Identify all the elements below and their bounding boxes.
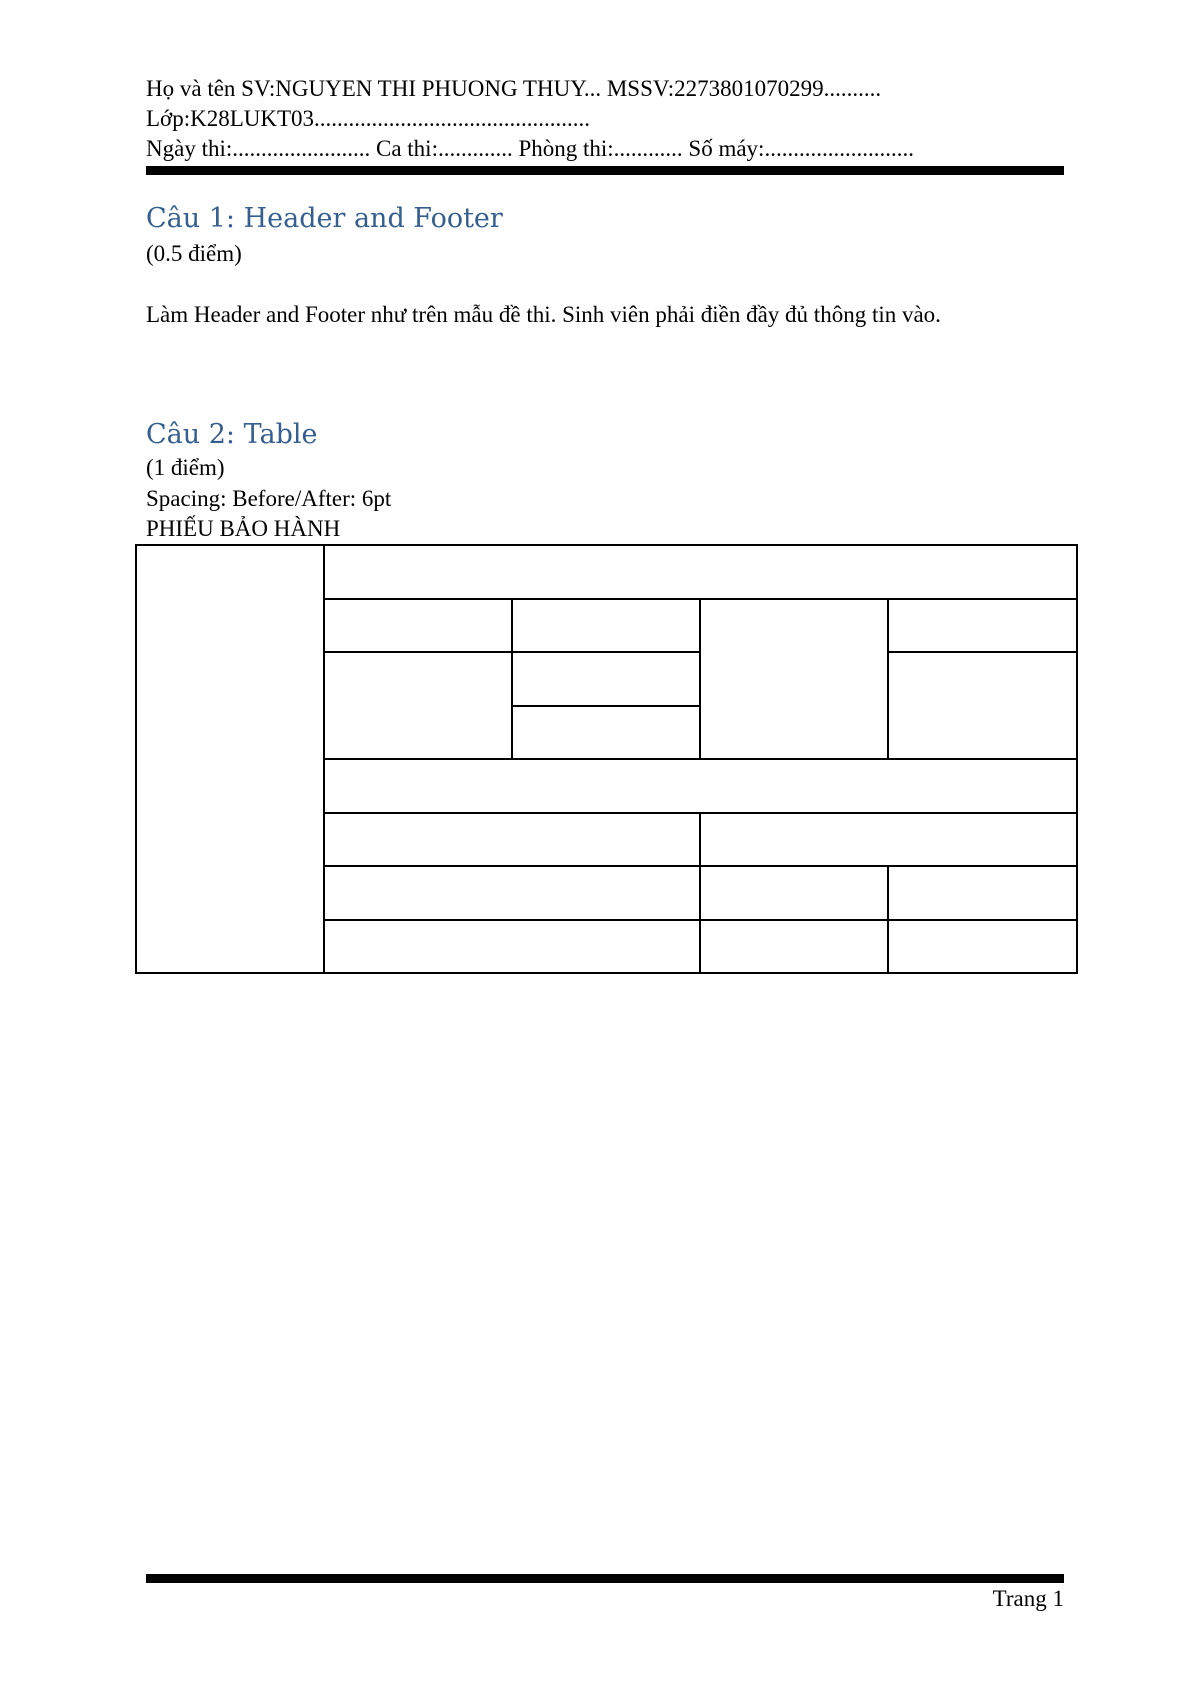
table-cell [888, 866, 1077, 920]
table-cell [324, 813, 700, 866]
question-1-points: (0.5 điểm) [146, 241, 242, 266]
footer-rule [146, 1574, 1064, 1583]
page-header [146, 74, 1064, 164]
header-class-line: Lớp:K28LUKT03................................................ [146, 106, 591, 131]
warranty-form-title: PHIẾU BẢO HÀNH [146, 516, 341, 541]
table-cell [700, 813, 1077, 866]
table-cell [700, 599, 888, 759]
table-cell [324, 599, 512, 652]
table-cell [512, 652, 700, 706]
question-1-description: Làm Header and Footer như trên mẫu đề thi. Sinh viên phải điền đầy đủ thông tin vào. [146, 302, 941, 327]
table-cell [512, 706, 700, 759]
table-cell [324, 545, 1077, 599]
header-exam-line: Ngày thi:........................ Ca thi:............. Phòng thi:............ Số máy:.......................... [146, 136, 914, 161]
table-cell [888, 599, 1077, 652]
table-cell [512, 599, 700, 652]
question-2-heading: Câu 2: Table [146, 419, 318, 450]
page-number: Trang 1 [992, 1586, 1064, 1611]
table-cell [888, 920, 1077, 973]
warranty-form-table [135, 544, 1078, 974]
table-cell [888, 652, 1077, 759]
header-student-line: Họ và tên SV:NGUYEN THI PHUONG THUY... MSSV:2273801070299.......... [146, 76, 882, 101]
table-cell [324, 920, 700, 973]
question-2-spacing: Spacing: Before/After: 6pt [146, 486, 392, 511]
question-2-points: (1 điểm) [146, 455, 225, 480]
header-rule [146, 166, 1064, 175]
table-cell-left-column [136, 545, 324, 973]
table-row [136, 545, 1077, 599]
table-cell [700, 866, 888, 920]
table-cell [700, 920, 888, 973]
table-cell [324, 652, 512, 759]
table-cell [324, 759, 1077, 813]
question-1-heading: Câu 1: Header and Footer [146, 203, 503, 234]
table-cell [324, 866, 700, 920]
